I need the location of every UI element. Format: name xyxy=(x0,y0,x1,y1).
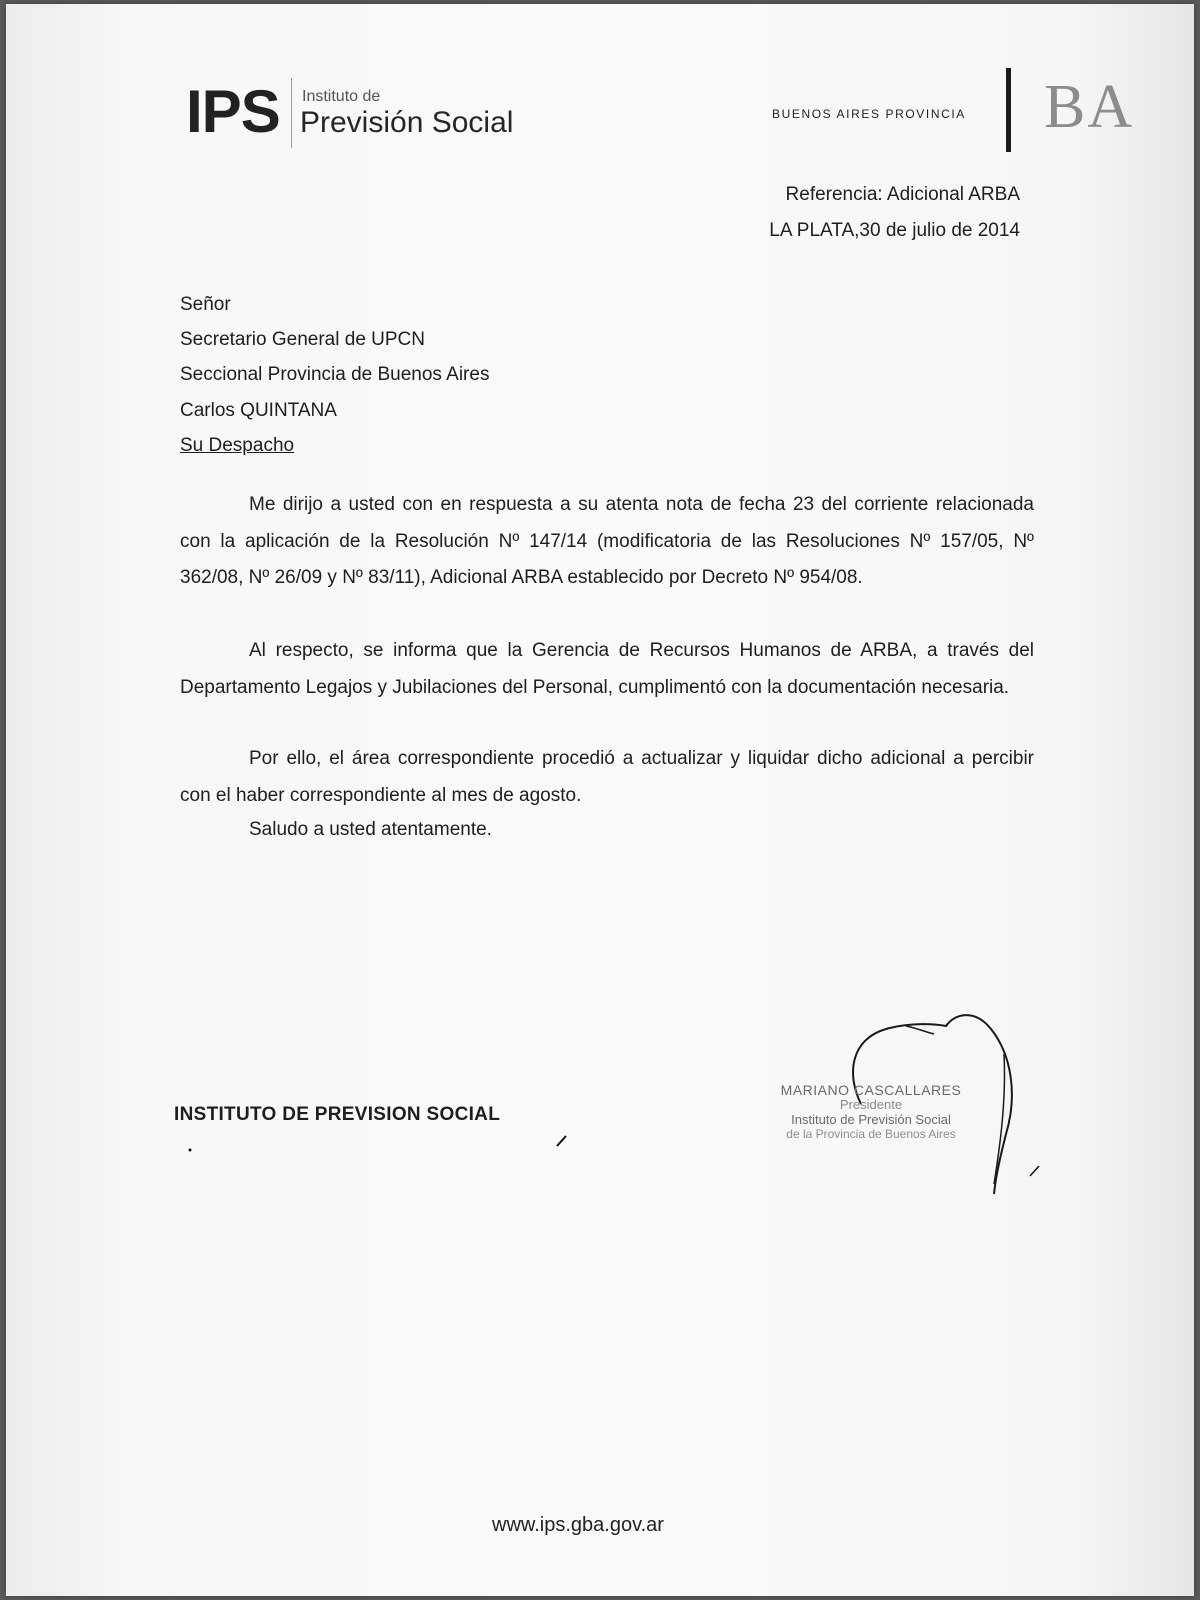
pen-dot xyxy=(189,1149,192,1152)
addressee-despacho: Su Despacho xyxy=(180,435,295,456)
logo-subtitle-small: Instituto de xyxy=(302,88,381,105)
footer-website: www.ips.gba.gov.ar xyxy=(492,1514,664,1536)
stamp-place: de la Provincia de Buenos Aires xyxy=(786,1126,956,1141)
addressee-position: Secretario General de UPCN xyxy=(180,329,425,350)
letter-sheet xyxy=(6,4,1194,1596)
letter-body-2 xyxy=(180,633,1034,706)
logo-subtitle-large: Previsión Social xyxy=(300,106,514,139)
body-paragraph-4: Saludo a usted atentamente. xyxy=(249,819,492,840)
stamp-title: Presidente xyxy=(839,1097,903,1113)
province-label: BUENOS AIRES PROVINCIA xyxy=(772,107,966,121)
signature-stamp xyxy=(746,1082,996,1142)
province-logo-bar xyxy=(1006,68,1011,152)
letter-body-4 xyxy=(180,812,1034,849)
ba-logo: BA xyxy=(1044,73,1135,141)
addressee-salutation: Señor xyxy=(180,294,231,315)
stamp-organization: Instituto de Previsión Social xyxy=(791,1112,951,1128)
reference-subject: Referencia: Adicional ARBA xyxy=(785,184,1020,205)
letter-date: LA PLATA,30 de julio de 2014 xyxy=(769,220,1020,241)
letter-body-3 xyxy=(180,741,1034,814)
body-paragraph-3: Por ello, el área correspondiente procedió a actualizar y liquidar dicho adicional a percibir con el haber correspondiente al mes de agosto. xyxy=(180,748,1034,806)
pen-tick-mark xyxy=(557,1136,566,1146)
ips-logo-text: IPS xyxy=(186,78,280,145)
letter-body xyxy=(180,487,1034,597)
logo-divider xyxy=(291,78,292,148)
addressee-section: Seccional Provincia de Buenos Aires xyxy=(180,364,490,385)
sender-institution: INSTITUTO DE PREVISION SOCIAL xyxy=(174,1104,501,1125)
body-paragraph-2: Al respecto, se informa que la Gerencia de Recursos Humanos de ARBA, a través del Departamento Legajos y Jubilaciones del Personal, cumplimentó con la documentación necesaria. xyxy=(180,640,1034,698)
body-paragraph-1: Me dirijo a usted con en respuesta a su atenta nota de fecha 23 del corriente relacionada con la aplicación de la Resolución Nº 147/14 (modificatoria de las Resoluciones Nº 157/05, Nº 362/08, Nº 26/09 y Nº 83/11), Adicional ARBA establecido por Decreto Nº 954/08. xyxy=(180,494,1034,588)
addressee-name: Carlos QUINTANA xyxy=(180,400,337,421)
stamp-name: MARIANO CASCALLARES xyxy=(780,1082,962,1098)
pen-tick-mark xyxy=(1030,1166,1039,1176)
